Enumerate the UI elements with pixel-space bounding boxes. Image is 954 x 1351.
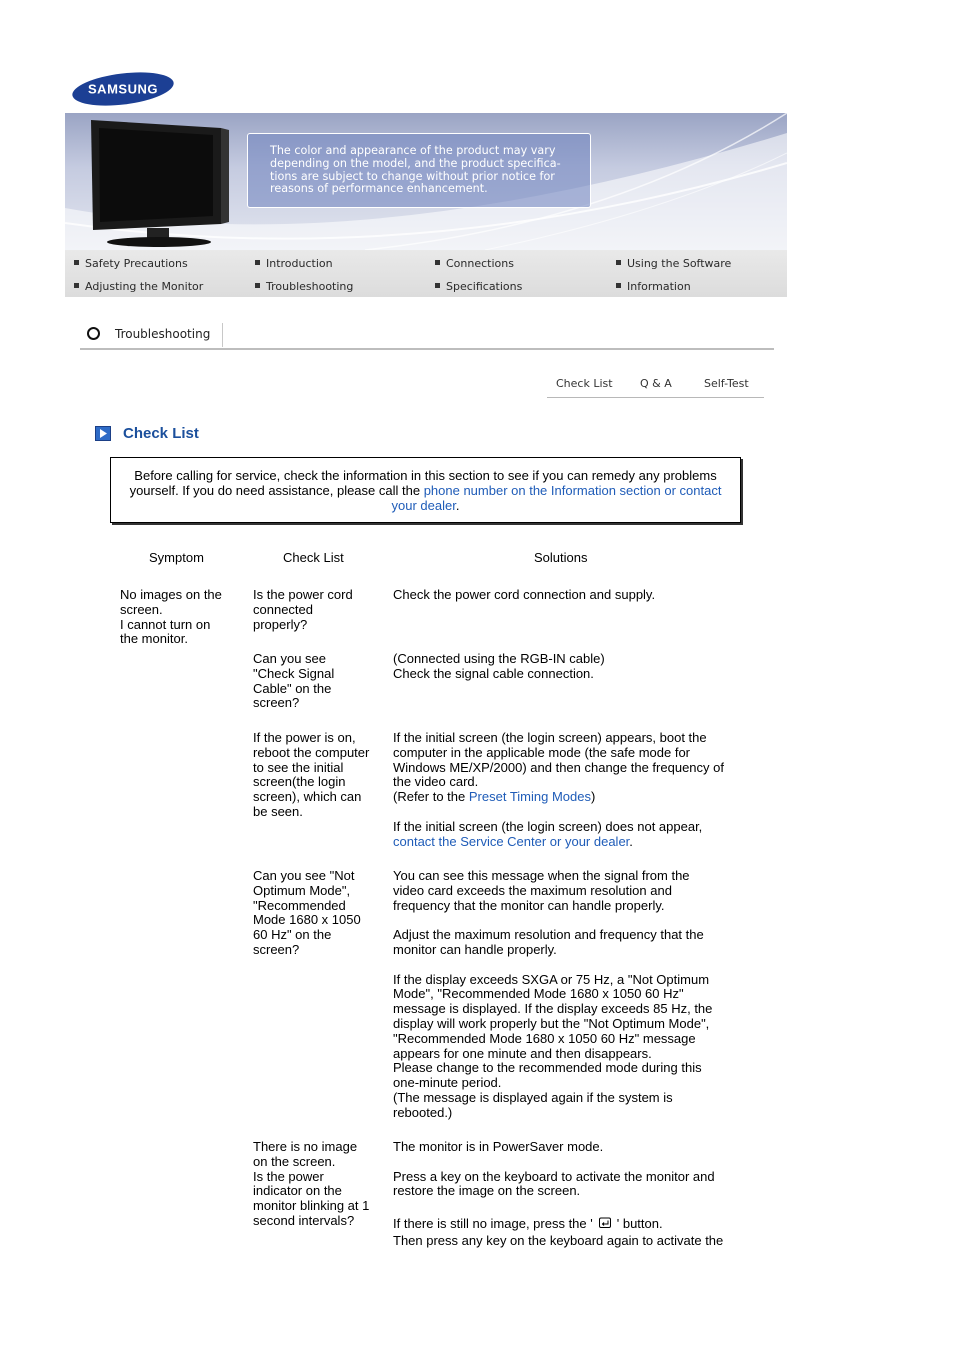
check-line: Can you see "Not bbox=[253, 868, 355, 883]
check-line: Can you see bbox=[253, 651, 326, 666]
check-line: There is no image bbox=[253, 1139, 358, 1154]
solution-line: one-minute period. bbox=[393, 1075, 502, 1091]
service-center-link[interactable]: contact the Service Center or your dealer bbox=[393, 833, 630, 849]
solution-line: display will work properly but the "Not Optimum Mode", bbox=[393, 1015, 710, 1031]
bullet-square-icon bbox=[435, 260, 440, 265]
solution-line: Please change to the recommended mode during this bbox=[393, 1060, 702, 1076]
nav-label: Information bbox=[627, 280, 691, 293]
bullet-square-icon bbox=[74, 283, 79, 288]
divider bbox=[547, 397, 764, 398]
notice-line: reasons of performance enhancement. bbox=[270, 182, 488, 196]
column-header-symptom: Symptom bbox=[149, 550, 204, 565]
solution-line bbox=[393, 790, 724, 805]
nav-adjusting-the-monitor[interactable] bbox=[74, 280, 203, 293]
nav-label: Adjusting the Monitor bbox=[85, 280, 204, 293]
solution-line: If the initial screen (the login screen) does not appear, bbox=[393, 818, 703, 834]
check-line: connected bbox=[253, 601, 313, 617]
check-line: "Check Signal bbox=[253, 665, 335, 681]
solution-line: message is displayed. If the display exceeds 85 Hz, the bbox=[393, 1001, 713, 1017]
check-line: screen? bbox=[253, 695, 300, 711]
nav-label: Connections bbox=[446, 257, 514, 270]
check-line: second intervals? bbox=[253, 1212, 355, 1228]
check-line: reboot the computer bbox=[253, 744, 370, 760]
bullet-square-icon bbox=[616, 283, 621, 288]
solution-line: appears for one minute and then disappears. bbox=[393, 1045, 652, 1061]
check-line: indicator on the bbox=[253, 1183, 342, 1199]
bullet-square-icon bbox=[435, 283, 440, 288]
solution-line: Windows ME/XP/2000) and then change the frequency of bbox=[393, 759, 724, 775]
logo-text: SAMSUNG bbox=[88, 81, 158, 97]
solution-cell bbox=[393, 1140, 715, 1199]
solution-line: restore the image on the screen. bbox=[393, 1183, 581, 1199]
intro-text: Before calling for service, check the information in this section to see if you can remedy any problems yourself. If you do need assistance, please call the bbox=[129, 468, 717, 498]
main-nav bbox=[65, 250, 787, 297]
bullet-square-icon bbox=[255, 260, 260, 265]
nav-information[interactable] bbox=[616, 280, 691, 293]
notice-line: depending on the model, and the product specifica- bbox=[270, 156, 561, 170]
solution-cell bbox=[393, 588, 655, 603]
solution-line: "Recommended Mode 1680 x 1050 60 Hz" message bbox=[393, 1030, 696, 1046]
tab-self-test[interactable]: Self-Test bbox=[704, 377, 749, 390]
solution-line: Adjust the maximum resolution and frequency that the bbox=[393, 927, 704, 943]
intro-text: . bbox=[455, 498, 460, 513]
nav-troubleshooting[interactable] bbox=[255, 280, 353, 293]
solution-line: Check the signal cable connection. bbox=[393, 665, 594, 681]
check-line: monitor blinking at 1 bbox=[253, 1198, 370, 1214]
solution-line: Mode", "Recommended Mode 1680 x 1050 60 Hz" bbox=[393, 986, 684, 1002]
solution-line: If the initial screen (the login screen) appears, boot the bbox=[393, 730, 707, 745]
nav-label: Using the Software bbox=[627, 257, 732, 270]
bullet-square-icon bbox=[255, 283, 260, 288]
column-header-solutions: Solutions bbox=[534, 550, 588, 565]
solution-line: rebooted.) bbox=[393, 1104, 453, 1120]
solution-line: video card exceeds the maximum resolution and bbox=[393, 882, 672, 898]
solution-line: You can see this message when the signal from the bbox=[393, 868, 690, 883]
solution-line: frequency that the monitor can handle properly. bbox=[393, 897, 665, 913]
tab-check-list[interactable]: Check List bbox=[556, 377, 613, 390]
nav-introduction[interactable] bbox=[255, 257, 333, 270]
product-notice bbox=[247, 133, 591, 208]
nav-connections[interactable] bbox=[435, 257, 514, 270]
check-line: Cable" on the bbox=[253, 680, 332, 696]
nav-label: Safety Precautions bbox=[85, 257, 188, 270]
check-line: screen(the login bbox=[253, 774, 346, 790]
product-banner bbox=[65, 113, 787, 250]
solution-line: Check the power cord connection and supply. bbox=[393, 587, 656, 602]
divider bbox=[80, 348, 774, 350]
check-cell bbox=[253, 869, 361, 958]
solution-cell bbox=[393, 652, 605, 682]
notice-line: The color and appearance of the product may vary bbox=[270, 144, 556, 157]
check-line: screen? bbox=[253, 941, 300, 957]
nav-specifications[interactable] bbox=[435, 280, 522, 293]
check-line: be seen. bbox=[253, 803, 303, 819]
check-line: properly? bbox=[253, 616, 308, 632]
solution-text: . bbox=[629, 833, 633, 849]
solution-line: Press a key on the keyboard to activate the monitor and bbox=[393, 1168, 715, 1184]
symptom-line: screen. bbox=[120, 601, 163, 617]
monitor-image bbox=[87, 116, 247, 248]
refer-text: (Refer to the bbox=[393, 789, 469, 805]
bullet-square-icon bbox=[74, 260, 79, 265]
solution-text: If there is still no image, press the ' bbox=[393, 1216, 593, 1231]
solution-line: (Connected using the RGB-IN cable) bbox=[393, 651, 605, 666]
check-line: Is the power cord bbox=[253, 587, 353, 602]
check-cell bbox=[253, 731, 369, 820]
check-cell bbox=[253, 588, 353, 632]
solution-line: Then press any key on the keyboard again to activate the bbox=[393, 1233, 724, 1248]
solution-line: computer in the applicable mode (the safe mode for bbox=[393, 744, 691, 760]
check-line: 60 Hz" on the bbox=[253, 927, 332, 943]
nav-label: Specifications bbox=[446, 280, 523, 293]
divider bbox=[222, 323, 223, 347]
check-line: "Recommended bbox=[253, 897, 346, 913]
solution-line: (The message is displayed again if the system is bbox=[393, 1089, 673, 1105]
solution-cell bbox=[393, 869, 712, 1121]
tab-qa[interactable]: Q & A bbox=[640, 377, 672, 390]
check-list-heading: Check List bbox=[123, 425, 199, 442]
nav-label: Troubleshooting bbox=[266, 280, 354, 293]
information-link[interactable]: phone number on the Information section or contact your dealer bbox=[391, 483, 722, 513]
check-line: If the power is on, bbox=[253, 730, 356, 745]
preset-timing-modes-link[interactable]: Preset Timing Modes bbox=[468, 789, 591, 805]
check-line: on the screen. bbox=[253, 1153, 336, 1169]
intro-box bbox=[110, 457, 741, 523]
solution-line: If the display exceeds SXGA or 75 Hz, a "Not Optimum bbox=[393, 971, 710, 987]
notice-line: tions are subject to change without prior notice for bbox=[270, 169, 555, 183]
bullet-circle-icon bbox=[87, 327, 100, 340]
check-cell bbox=[253, 652, 334, 711]
check-line: Optimum Mode", bbox=[253, 882, 351, 898]
symptom-line: I cannot turn on bbox=[120, 616, 211, 632]
check-line: Is the power bbox=[253, 1168, 324, 1184]
solution-line: monitor can handle properly. bbox=[393, 941, 557, 957]
section-title: Troubleshooting bbox=[115, 327, 211, 341]
refer-text: ) bbox=[590, 789, 596, 805]
solution-line: The monitor is in PowerSaver mode. bbox=[393, 1139, 604, 1154]
samsung-logo bbox=[71, 71, 175, 107]
solution-cell bbox=[393, 731, 724, 849]
solution-line bbox=[393, 1217, 663, 1232]
check-line: screen), which can bbox=[253, 789, 362, 805]
arrow-right-icon bbox=[95, 426, 111, 441]
symptom-line: the monitor. bbox=[120, 631, 188, 647]
nav-label: Introduction bbox=[266, 257, 333, 270]
solution-text: ' button. bbox=[616, 1216, 663, 1231]
check-line: to see the initial bbox=[253, 759, 344, 775]
nav-using-the-software[interactable] bbox=[616, 257, 731, 270]
symptom-line: No images on the bbox=[120, 587, 222, 602]
check-line: Mode 1680 x 1050 bbox=[253, 912, 361, 928]
symptom-cell bbox=[120, 588, 222, 647]
solution-line bbox=[393, 835, 724, 850]
solution-line: the video card. bbox=[393, 774, 479, 790]
check-cell bbox=[253, 1140, 369, 1229]
bullet-square-icon bbox=[616, 260, 621, 265]
column-header-check-list: Check List bbox=[283, 550, 344, 565]
enter-key-icon bbox=[593, 1217, 617, 1229]
nav-safety-precautions[interactable] bbox=[74, 257, 188, 270]
